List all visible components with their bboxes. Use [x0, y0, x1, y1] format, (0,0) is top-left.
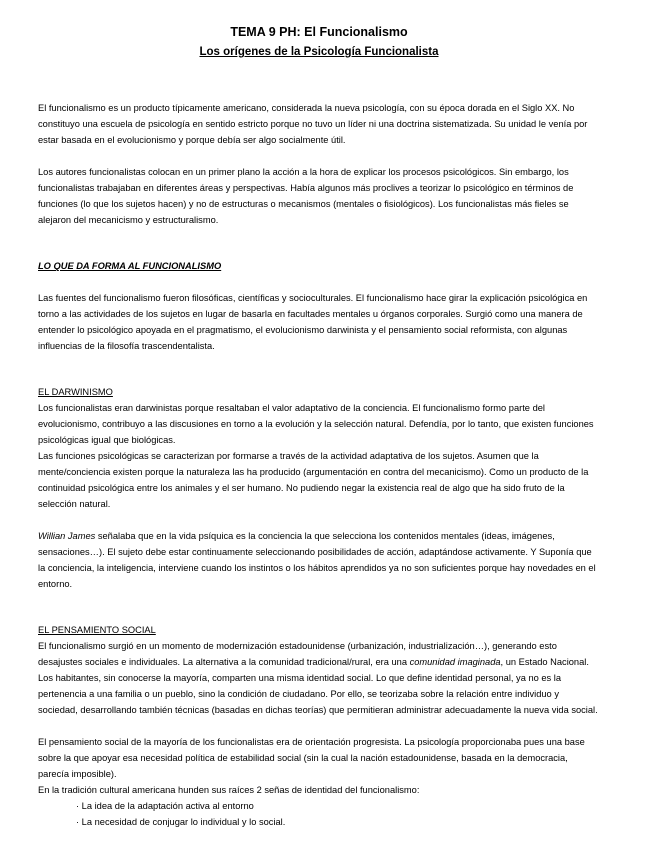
- social-paragraph-2: El pensamiento social de la mayoría de los funcionalistas era de orientación progresista. La psicología proporcionaba pues una base sobre la que apoyar esa necesidad política de estabilidad social (sin la cual la nación estadounidense, basada en la democracia, parecía imposible).: [38, 737, 585, 779]
- document-page: [38, 24, 600, 830]
- section-heading-darwinismo: EL DARWINISMO: [38, 387, 113, 397]
- darwinismo-paragraph-2: Las funciones psicológicas se caracterizan por formarse a través de la actividad adaptativa de los sujetos. Asumen que la mente/conciencia existen porque la naturaleza las ha producido (argumentación en contra del mecanicismo). Como un producto de la continuidad psicológica entre los animales y el ser humano. No pudiendo negar la existencia real de algo que ha sido fruto de la selección natural.: [38, 451, 589, 509]
- section-heading-forma: LO QUE DA FORMA AL FUNCIONALISMO: [38, 261, 222, 271]
- social-paragraph-3: En la tradición cultural americana hunden sus raíces 2 señas de identidad del funcionalismo:: [38, 785, 420, 795]
- list-item: · La idea de la adaptación activa al entorno: [76, 801, 254, 811]
- author-name: Willian James: [38, 531, 96, 541]
- list-item: · La necesidad de conjugar lo individual y lo social.: [76, 817, 286, 827]
- darwinismo-paragraph-3: [38, 528, 600, 592]
- intro-paragraph-1: El funcionalismo es un producto típicamente americano, considerada la nueva psicología, con su época dorada en el Siglo XX. No constituyo una escuela de psicología en sentido estricto porque no tuvo un líder ni una doctrina sistematizada. Su unidad le venía por estar basada en el evolucionismo y porque debía ser algo socialmente útil.: [38, 103, 588, 145]
- social-paragraph-1: [38, 638, 600, 718]
- document-subtitle: Los orígenes de la Psicología Funcionalista: [199, 46, 439, 58]
- darwinismo-paragraph-1: Los funcionalistas eran darwinistas porque resaltaban el valor adaptativo de la conciencia. El funcionalismo formo parte del evolucionismo, contribuyo a las discusiones en torno a la evolución y la selección natural. Defendía, por lo tanto, que existen funciones psicológicas igual que biológicas.: [38, 403, 594, 445]
- social-paragraph-1-a: El funcionalismo surgió en un momento de modernización estadounidense (urbanización, industrialización…), generando esto desajustes sociales e individuales. La alternativa a la comunidad tradicional/rural, era una: [38, 641, 557, 667]
- section-heading-pensamiento-social: EL PENSAMIENTO SOCIAL: [38, 625, 156, 635]
- social-paragraph-1-emphasis: comunidad imaginada: [409, 657, 501, 667]
- forma-paragraph: Las fuentes del funcionalismo fueron filosóficas, científicas y socioculturales. El funcionalismo hace girar la explicación psicológica en torno a las actividades de los sujetos en lugar de basarla en facultades mentales u órganos corporales. Surgió como una manera de entender lo psicológico apoyada en el pragmatismo, el evolucionismo darwinista y el pensamiento social reformista, con algunas influencias de la filosofía trascendentalista.: [38, 293, 588, 351]
- darwinismo-paragraph-3-text: señalaba que en la vida psíquica es la conciencia la que selecciona los contenidos mentales (ideas, imágenes, sensaciones…). El sujeto debe estar continuamente seleccionando posibilidades de acción, adaptándose activamente. Y Suponía que la conciencia, la inteligencia, interviene cuando los instintos o los hábitos aprendidos ya no son suficientes porque hay novedades en el entorno.: [38, 531, 596, 589]
- intro-paragraph-2: Los autores funcionalistas colocan en un primer plano la acción a la hora de explicar los procesos psicológicos. Sin embargo, los funcionalistas trabajaban en diferentes áreas y perspectivas. Había algunos más proclives a teorizar lo psicológico en términos de funciones (lo que los sujetos hacen) y no de estructuras o mecanismos (mentales o fisiológicos). Los funcionalistas más fieles se alejaron del mecanicismo y estructuralismo.: [38, 167, 574, 225]
- social-paragraph-1-b: , un Estado Nacional. Los habitantes, sin conocerse la mayoría, comparten una misma identidad social. Lo que define identidad personal, ya no es la pertenencia a una familia o un pueblo, sino la condición de ciudadano. Por ello, se teorizaba sobre la relación entre individuo y sociedad, desarrollando también técnicas (basadas en dichas teorías) que permitieran administrar adecuadamente la nueva vida social.: [38, 657, 598, 715]
- document-title: TEMA 9 PH: El Funcionalismo: [230, 25, 408, 39]
